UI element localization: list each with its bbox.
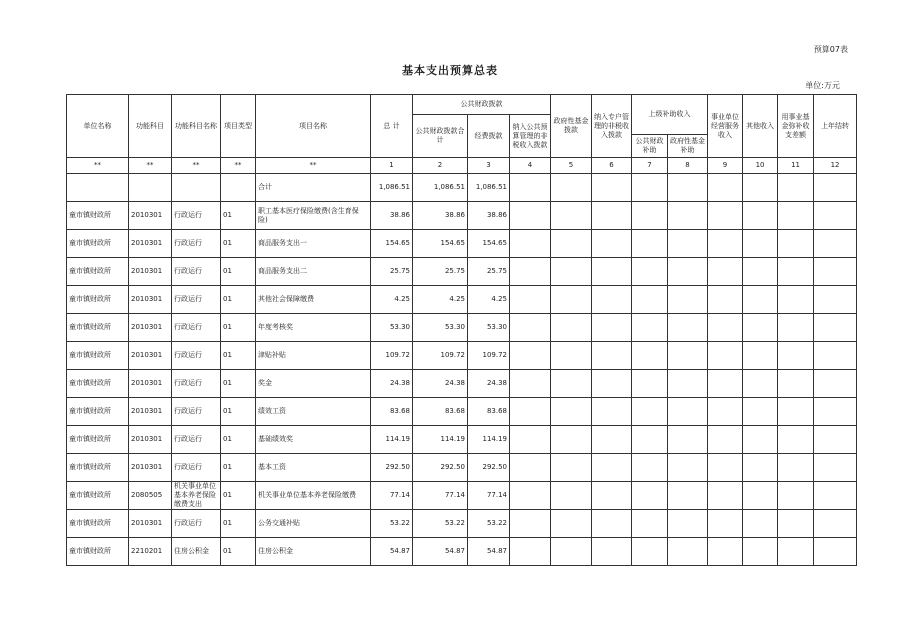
total-label: 合计	[256, 174, 371, 202]
index-cell: 11	[778, 158, 814, 174]
empty-cell	[510, 510, 551, 538]
empty-cell	[743, 538, 778, 566]
page-title: 基本支出预算总表	[402, 64, 498, 77]
empty-cell	[551, 510, 592, 538]
item-type-cell: 01	[221, 398, 256, 426]
header-item-name: 项目名称	[256, 95, 371, 158]
empty-cell	[632, 370, 668, 398]
pf-subtotal-cell: 54.87	[413, 538, 468, 566]
total-subtotal: 1,086.51	[413, 174, 468, 202]
index-cell: 9	[708, 158, 743, 174]
func-name-cell: 行政运行	[172, 258, 221, 286]
pf-subtotal-cell: 77.14	[413, 482, 468, 510]
func-name-cell: 行政运行	[172, 370, 221, 398]
empty-cell	[743, 202, 778, 230]
empty-cell	[814, 426, 857, 454]
item-type-cell: 01	[221, 482, 256, 510]
table-row	[67, 510, 857, 538]
table-row	[67, 426, 857, 454]
empty-cell	[551, 286, 592, 314]
empty-cell	[592, 482, 632, 510]
empty-cell	[632, 398, 668, 426]
total-cell: 53.30	[371, 314, 413, 342]
unit-name-cell: 童市镇财政所	[67, 510, 129, 538]
empty-cell	[778, 230, 814, 258]
empty-cell	[708, 370, 743, 398]
table-row	[67, 202, 857, 230]
header-pf-expense: 经费拨款	[468, 115, 510, 158]
index-cell: 7	[632, 158, 668, 174]
empty-cell	[743, 426, 778, 454]
empty-cell	[778, 202, 814, 230]
table-row	[67, 370, 857, 398]
empty-cell	[668, 342, 708, 370]
empty-cell	[743, 454, 778, 482]
empty-cell	[551, 202, 592, 230]
unit-label: 单位:万元	[805, 81, 840, 90]
pf-expense-cell: 53.30	[468, 314, 510, 342]
pf-expense-cell: 54.87	[468, 538, 510, 566]
empty-cell	[778, 314, 814, 342]
table-row	[67, 538, 857, 566]
empty-cell	[778, 258, 814, 286]
empty-cell	[708, 286, 743, 314]
empty-cell	[668, 258, 708, 286]
unit-name-cell: 童市镇财政所	[67, 370, 129, 398]
empty-cell	[592, 314, 632, 342]
item-type-cell: 01	[221, 286, 256, 314]
index-cell: **	[129, 158, 172, 174]
empty-cell	[551, 426, 592, 454]
item-name-cell: 其他社会保障缴费	[256, 286, 371, 314]
empty-cell	[510, 342, 551, 370]
empty-cell	[551, 454, 592, 482]
empty-cell	[778, 342, 814, 370]
empty-cell	[632, 286, 668, 314]
empty-cell	[814, 510, 857, 538]
empty-cell	[814, 230, 857, 258]
index-cell: 2	[413, 158, 468, 174]
header-other-income: 其他收入	[743, 95, 778, 158]
index-cell: 6	[592, 158, 632, 174]
total-cell: 77.14	[371, 482, 413, 510]
total-cell: 292.50	[371, 454, 413, 482]
pf-subtotal-cell: 109.72	[413, 342, 468, 370]
item-name-cell: 基础绩效奖	[256, 426, 371, 454]
empty-cell	[668, 482, 708, 510]
empty-cell	[592, 202, 632, 230]
item-name-cell: 公务交通补贴	[256, 510, 371, 538]
item-name-cell: 奖金	[256, 370, 371, 398]
item-type-cell: 01	[221, 426, 256, 454]
index-cell: 5	[551, 158, 592, 174]
empty-cell	[743, 510, 778, 538]
index-cell: **	[172, 158, 221, 174]
item-type-cell: 01	[221, 538, 256, 566]
func-code-cell: 2010301	[129, 202, 172, 230]
pf-expense-cell: 24.38	[468, 370, 510, 398]
func-code-cell: 2010301	[129, 258, 172, 286]
func-code-cell: 2210201	[129, 538, 172, 566]
header-special-nontax: 纳入专户管理的非税收入拨款	[592, 95, 632, 158]
func-name-cell: 行政运行	[172, 202, 221, 230]
pf-expense-cell: 53.22	[468, 510, 510, 538]
item-name-cell: 住房公积金	[256, 538, 371, 566]
header-func-code: 功能科目	[129, 95, 172, 158]
empty-cell	[708, 454, 743, 482]
item-name-cell: 年度考核奖	[256, 314, 371, 342]
empty-cell	[708, 482, 743, 510]
empty-cell	[708, 426, 743, 454]
item-name-cell: 绩效工资	[256, 398, 371, 426]
item-type-cell: 01	[221, 342, 256, 370]
empty-cell	[708, 342, 743, 370]
unit-name-cell: 童市镇财政所	[67, 202, 129, 230]
func-name-cell: 机关事业单位基本养老保险缴费支出	[172, 482, 221, 510]
empty-cell	[778, 286, 814, 314]
empty-cell	[510, 202, 551, 230]
empty-cell	[814, 482, 857, 510]
pf-subtotal-cell: 4.25	[413, 286, 468, 314]
index-cell: **	[67, 158, 129, 174]
total-cell: 38.86	[371, 202, 413, 230]
index-row	[67, 158, 857, 174]
table-row	[67, 454, 857, 482]
table-row	[67, 258, 857, 286]
empty-cell	[708, 510, 743, 538]
empty-cell	[592, 398, 632, 426]
pf-subtotal-cell: 25.75	[413, 258, 468, 286]
header-func-name: 功能科目名称	[172, 95, 221, 158]
unit-name-cell: 童市镇财政所	[67, 482, 129, 510]
table-row	[67, 482, 857, 510]
empty-cell	[708, 258, 743, 286]
index-cell: **	[256, 158, 371, 174]
item-type-cell: 01	[221, 510, 256, 538]
index-cell: 4	[510, 158, 551, 174]
empty-cell	[708, 538, 743, 566]
item-name-cell: 商品服务支出一	[256, 230, 371, 258]
func-code-cell: 2010301	[129, 426, 172, 454]
func-code-cell: 2010301	[129, 510, 172, 538]
empty-cell	[814, 454, 857, 482]
unit-name-cell: 童市镇财政所	[67, 538, 129, 566]
empty-cell	[814, 398, 857, 426]
func-name-cell: 行政运行	[172, 454, 221, 482]
empty-cell	[814, 538, 857, 566]
header-public-finance: 公共财政拨款	[413, 95, 551, 115]
empty-cell	[632, 202, 668, 230]
header-gov-fund: 政府性基金拨款	[551, 95, 592, 158]
unit-name-cell: 童市镇财政所	[67, 454, 129, 482]
empty-cell	[510, 426, 551, 454]
empty-cell	[778, 482, 814, 510]
item-name-cell: 津贴补贴	[256, 342, 371, 370]
empty-cell	[743, 258, 778, 286]
index-cell: 1	[371, 158, 413, 174]
empty-cell	[592, 342, 632, 370]
item-name-cell: 机关事业单位基本养老保险缴费	[256, 482, 371, 510]
empty-cell	[814, 258, 857, 286]
unit-name-cell: 童市镇财政所	[67, 398, 129, 426]
empty-cell	[510, 258, 551, 286]
func-code-cell: 2010301	[129, 314, 172, 342]
empty-cell	[814, 314, 857, 342]
header-biz-fund: 用事业基金弥补收支差额	[778, 95, 814, 158]
empty-cell	[778, 510, 814, 538]
pf-subtotal-cell: 53.30	[413, 314, 468, 342]
empty-cell	[668, 538, 708, 566]
empty-cell	[743, 398, 778, 426]
index-cell: 8	[668, 158, 708, 174]
empty-cell	[778, 454, 814, 482]
empty-cell	[743, 370, 778, 398]
header-sub-fund: 政府性基金补助	[668, 135, 708, 158]
pf-subtotal-cell: 154.65	[413, 230, 468, 258]
pf-subtotal-cell: 114.19	[413, 426, 468, 454]
total-expense: 1,086.51	[468, 174, 510, 202]
func-code-cell: 2010301	[129, 230, 172, 258]
item-type-cell: 01	[221, 230, 256, 258]
empty-cell	[668, 426, 708, 454]
pf-expense-cell: 83.68	[468, 398, 510, 426]
empty-cell	[743, 342, 778, 370]
empty-cell	[708, 398, 743, 426]
empty-cell	[814, 342, 857, 370]
item-type-cell: 01	[221, 314, 256, 342]
header-superior-subsidy: 上级补助收入	[632, 95, 708, 135]
empty-cell	[632, 342, 668, 370]
empty-cell	[551, 230, 592, 258]
empty-cell	[668, 370, 708, 398]
pf-subtotal-cell: 53.22	[413, 510, 468, 538]
total-cell: 25.75	[371, 258, 413, 286]
empty-cell	[592, 286, 632, 314]
empty-cell	[551, 482, 592, 510]
empty-cell	[592, 426, 632, 454]
pf-expense-cell: 38.86	[468, 202, 510, 230]
total-row	[67, 174, 857, 202]
empty-cell	[592, 230, 632, 258]
empty-cell	[632, 426, 668, 454]
header-biz-income: 事业单位经营服务收入	[708, 95, 743, 158]
func-code-cell: 2010301	[129, 398, 172, 426]
empty-cell	[510, 370, 551, 398]
empty-cell	[668, 286, 708, 314]
header-pf-nontax: 纳入公共预算管理的非税收入拨款	[510, 115, 551, 158]
empty-cell	[510, 454, 551, 482]
unit-name-cell: 童市镇财政所	[67, 426, 129, 454]
unit-name-cell: 童市镇财政所	[67, 258, 129, 286]
func-name-cell: 行政运行	[172, 286, 221, 314]
pf-expense-cell: 154.65	[468, 230, 510, 258]
empty-cell	[510, 286, 551, 314]
empty-cell	[778, 398, 814, 426]
form-code: 预算07表	[813, 45, 848, 54]
empty-cell	[743, 230, 778, 258]
empty-cell	[708, 202, 743, 230]
empty-cell	[632, 230, 668, 258]
empty-cell	[708, 314, 743, 342]
total-cell: 4.25	[371, 286, 413, 314]
func-name-cell: 住房公积金	[172, 538, 221, 566]
item-name-cell: 基本工资	[256, 454, 371, 482]
empty-cell	[510, 230, 551, 258]
item-type-cell: 01	[221, 202, 256, 230]
pf-expense-cell: 77.14	[468, 482, 510, 510]
pf-expense-cell: 114.19	[468, 426, 510, 454]
empty-cell	[592, 510, 632, 538]
func-name-cell: 行政运行	[172, 314, 221, 342]
empty-cell	[814, 370, 857, 398]
empty-cell	[510, 398, 551, 426]
index-cell: 12	[814, 158, 857, 174]
empty-cell	[632, 482, 668, 510]
empty-cell	[551, 538, 592, 566]
empty-cell	[743, 286, 778, 314]
empty-cell	[592, 370, 632, 398]
empty-cell	[551, 258, 592, 286]
table-row	[67, 342, 857, 370]
header-carryover: 上年结转	[814, 95, 857, 158]
empty-cell	[592, 454, 632, 482]
func-name-cell: 行政运行	[172, 230, 221, 258]
total-cell: 154.65	[371, 230, 413, 258]
empty-cell	[510, 314, 551, 342]
pf-expense-cell: 4.25	[468, 286, 510, 314]
table-row	[67, 286, 857, 314]
empty-cell	[632, 538, 668, 566]
pf-expense-cell: 109.72	[468, 342, 510, 370]
empty-cell	[551, 370, 592, 398]
empty-cell	[632, 314, 668, 342]
pf-expense-cell: 292.50	[468, 454, 510, 482]
empty-cell	[551, 398, 592, 426]
header-total: 总 计	[371, 95, 413, 158]
unit-name-cell: 童市镇财政所	[67, 314, 129, 342]
item-name-cell: 职工基本医疗保险缴费(含生育保险)	[256, 202, 371, 230]
pf-subtotal-cell: 38.86	[413, 202, 468, 230]
unit-name-cell: 童市镇财政所	[67, 342, 129, 370]
header-pf-subtotal: 公共财政拨款合计	[413, 115, 468, 158]
item-type-cell: 01	[221, 370, 256, 398]
total-cell: 24.38	[371, 370, 413, 398]
empty-cell	[668, 230, 708, 258]
header-item-type: 项目类型	[221, 95, 256, 158]
header-unit-name: 单位名称	[67, 95, 129, 158]
func-code-cell: 2010301	[129, 286, 172, 314]
empty-cell	[778, 370, 814, 398]
empty-cell	[510, 482, 551, 510]
pf-subtotal-cell: 83.68	[413, 398, 468, 426]
pf-subtotal-cell: 24.38	[413, 370, 468, 398]
index-cell: 10	[743, 158, 778, 174]
empty-cell	[592, 538, 632, 566]
pf-expense-cell: 25.75	[468, 258, 510, 286]
empty-cell	[510, 538, 551, 566]
empty-cell	[632, 258, 668, 286]
func-code-cell: 2010301	[129, 342, 172, 370]
total-cell: 109.72	[371, 342, 413, 370]
total-cell: 114.19	[371, 426, 413, 454]
func-code-cell: 2010301	[129, 370, 172, 398]
func-name-cell: 行政运行	[172, 426, 221, 454]
item-type-cell: 01	[221, 258, 256, 286]
pf-subtotal-cell: 292.50	[413, 454, 468, 482]
item-type-cell: 01	[221, 454, 256, 482]
empty-cell	[708, 230, 743, 258]
unit-name-cell: 童市镇财政所	[67, 286, 129, 314]
total-cell: 54.87	[371, 538, 413, 566]
empty-cell	[668, 314, 708, 342]
empty-cell	[632, 454, 668, 482]
func-code-cell: 2010301	[129, 454, 172, 482]
empty-cell	[632, 510, 668, 538]
table-row	[67, 314, 857, 342]
empty-cell	[668, 454, 708, 482]
func-name-cell: 行政运行	[172, 510, 221, 538]
empty-cell	[743, 314, 778, 342]
empty-cell	[668, 398, 708, 426]
total-value: 1,086.51	[371, 174, 413, 202]
unit-name-cell: 童市镇财政所	[67, 230, 129, 258]
func-code-cell: 2080505	[129, 482, 172, 510]
table-row	[67, 398, 857, 426]
item-name-cell: 商品服务支出二	[256, 258, 371, 286]
empty-cell	[814, 202, 857, 230]
total-cell: 83.68	[371, 398, 413, 426]
empty-cell	[814, 286, 857, 314]
index-cell: **	[221, 158, 256, 174]
header-sub-public: 公共财政补助	[632, 135, 668, 158]
total-cell: 53.22	[371, 510, 413, 538]
empty-cell	[551, 314, 592, 342]
budget-table	[66, 94, 857, 566]
empty-cell	[592, 258, 632, 286]
empty-cell	[668, 510, 708, 538]
func-name-cell: 行政运行	[172, 398, 221, 426]
empty-cell	[778, 426, 814, 454]
empty-cell	[743, 482, 778, 510]
table-row	[67, 230, 857, 258]
empty-cell	[668, 202, 708, 230]
index-cell: 3	[468, 158, 510, 174]
empty-cell	[778, 538, 814, 566]
func-name-cell: 行政运行	[172, 342, 221, 370]
empty-cell	[551, 342, 592, 370]
